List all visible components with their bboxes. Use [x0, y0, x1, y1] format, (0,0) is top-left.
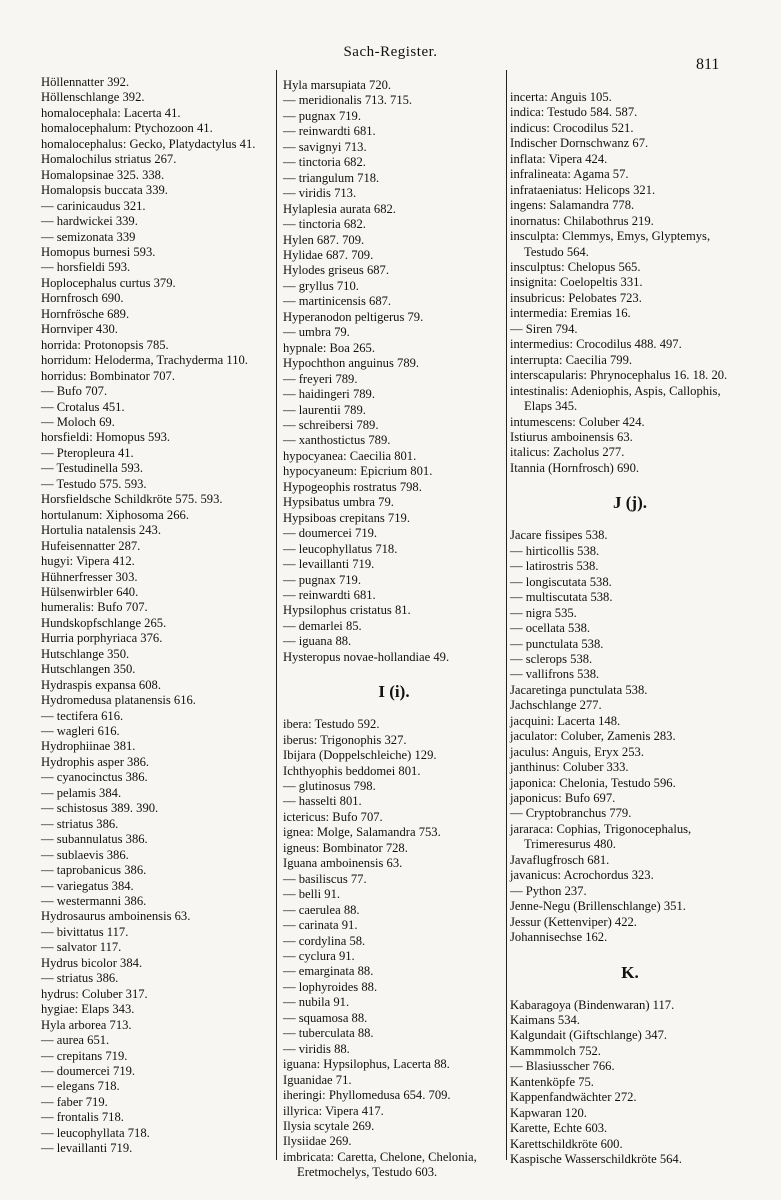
index-entry: Höllennatter 392.	[41, 75, 130, 89]
index-entry: — variegatus 384.	[41, 878, 134, 893]
index-entry: — glutinosus 798.	[283, 779, 376, 794]
index-entry: Kammmolch 752.	[510, 1043, 601, 1058]
index-entry: Hypsibatus umbra 79.	[283, 495, 394, 510]
index-entry: iheringi: Phyllomedusa 654. 709.	[283, 1088, 451, 1103]
index-entry: indica: Testudo 584. 587.	[510, 105, 638, 120]
index-entry: Hydrus bicolor 384.	[41, 955, 143, 970]
index-entry: — hasselti 801.	[283, 794, 362, 809]
index-entry: janthinus: Coluber 333.	[510, 760, 629, 775]
page-header: Sach-Register.	[343, 44, 438, 60]
column-3-part-a	[510, 90, 750, 476]
index-entry: — striatus 386.	[41, 971, 119, 986]
index-entry: Hydrophiinae 381.	[41, 739, 136, 754]
index-entry: — cyclura 91.	[283, 949, 355, 964]
index-entry: — nigra 535.	[510, 605, 577, 620]
index-entry: — carinata 91.	[283, 918, 358, 933]
index-entry: — schreibersi 789.	[283, 417, 379, 432]
index-entry: Homalochilus striatus 267.	[41, 152, 177, 167]
index-entry: horrida: Protonopsis 785.	[41, 337, 169, 352]
index-entry: Hypogeophis rostratus 798.	[283, 479, 422, 494]
index-entry: homalocephalus: Gecko, Platydactylus 41.	[41, 136, 256, 151]
index-entry: Hylodes griseus 687.	[283, 263, 389, 278]
index-entry: Hundskopfschlange 265.	[41, 615, 167, 630]
index-entry: indicus: Crocodilus 521.	[510, 120, 634, 135]
index-entry: — tinctoria 682.	[283, 155, 366, 170]
index-entry: Javaflugfrosch 681.	[510, 852, 610, 867]
index-entry: Hypochthon anguinus 789.	[283, 356, 420, 371]
index-entry: hugyi: Vipera 412.	[41, 554, 135, 569]
index-entry: hypnale: Boa 265.	[283, 340, 375, 355]
index-entry: — belli 91.	[283, 887, 341, 902]
index-entry: — demarlei 85.	[283, 618, 362, 633]
index-entry: — crepitans 719.	[41, 1048, 128, 1063]
index-entry: Hylaplesia aurata 682.	[283, 201, 396, 216]
index-entry: — horsfieldi 593.	[41, 260, 131, 275]
index-entry: Höllenschlange 392.	[41, 90, 145, 105]
index-entry: ictericus: Bufo 707.	[283, 809, 383, 824]
index-entry: Hyla arborea 713.	[41, 1017, 132, 1032]
index-entry: Ilysiidae 269.	[283, 1134, 352, 1149]
section-heading-k: K.	[621, 962, 639, 982]
index-entry: jacquini: Lacerta 148.	[510, 713, 621, 728]
index-entry: Hyla marsupiata 720.	[283, 78, 392, 92]
index-entry: — ocellata 538.	[510, 621, 591, 636]
index-entry: Hortulia natalensis 243.	[41, 523, 161, 538]
index-entry: Kapwaran 120.	[510, 1105, 587, 1120]
index-entry: interrupta: Caecilia 799.	[510, 352, 633, 367]
index-entry: — squamosa 88.	[283, 1010, 368, 1025]
index-entry: hypocyanea: Caecilia 801.	[283, 448, 417, 463]
index-entry: — doumercei 719.	[41, 1064, 136, 1078]
index-entry: insculptus: Chelopus 565.	[510, 259, 641, 274]
index-entry: — savignyi 713.	[283, 139, 367, 154]
index-entry: Hypsilophus cristatus 81.	[283, 603, 411, 618]
index-entry: Jacaretinga punctulata 538.	[510, 682, 648, 697]
index-entry: intermedia: Eremias 16.	[510, 306, 631, 321]
index-entry: — meridionalis 713. 715.	[283, 93, 413, 108]
index-entry: Jessur (Kettenviper) 422.	[510, 914, 637, 929]
index-entry: — Crotalus 451.	[41, 399, 125, 414]
index-entry: — wagleri 616.	[41, 724, 120, 739]
index-entry: Hornviper 430.	[41, 322, 118, 337]
index-entry: — bivittatus 117.	[41, 924, 129, 939]
index-entry: inflata: Vipera 424.	[510, 151, 608, 166]
index-entry: — caerulea 88.	[283, 902, 360, 917]
index-entry: Istiurus amboinensis 63.	[510, 429, 633, 444]
index-entry: interscapularis: Phrynocephalus 16. 18. 20.	[510, 368, 728, 383]
index-entry: — punctulata 538.	[510, 636, 604, 651]
index-entry: — pelamis 384.	[41, 785, 122, 800]
index-entry: — Siren 794.	[510, 321, 578, 336]
index-entry: insignita: Coelopeltis 331.	[510, 275, 643, 290]
index-entry: — Testudinella 593.	[41, 461, 144, 476]
index-entry: — pugnax 719.	[283, 108, 362, 123]
index-entry: — martinicensis 687.	[283, 294, 392, 309]
index-entry: Ibijara (Doppelschleiche) 129.	[283, 748, 437, 763]
index-entry: — reinwardti 681.	[283, 587, 376, 602]
index-entry: Ilysia scytale 269.	[283, 1119, 375, 1133]
index-entry: Kabaragoya (Bindenwaran) 117.	[510, 997, 675, 1012]
index-entry: intumescens: Coluber 424.	[510, 414, 645, 429]
index-entry: — multiscutata 538.	[510, 590, 613, 605]
index-entry: Hurria porphyriaca 376.	[41, 631, 163, 646]
index-entry: javanicus: Acrochordus 323.	[510, 868, 654, 883]
index-entry: jararaca: Cophias, Trigonocephalus, Trimeresurus 480.	[510, 821, 692, 852]
index-entry: iberus: Trigonophis 327.	[283, 732, 407, 747]
index-entry: — Blasiusscher 766.	[510, 1059, 615, 1074]
index-entry: horridum: Heloderma, Trachyderma 110.	[41, 353, 248, 368]
index-entry: Kantenköpfe 75.	[510, 1074, 594, 1089]
index-entry: Kaimans 534.	[510, 1013, 580, 1028]
index-entry: — doumercei 719.	[283, 526, 378, 541]
index-entry: — salvator 117.	[41, 940, 122, 955]
index-entry: Johannisechse 162.	[510, 930, 608, 945]
index-entry: — viridis 88.	[283, 1041, 350, 1056]
index-entry: — basiliscus 77.	[283, 871, 367, 886]
index-entry: Hydrophis asper 386.	[41, 754, 150, 769]
index-entry: Homalopsis buccata 339.	[41, 183, 168, 198]
index-entry: Iguanidae 71.	[283, 1072, 352, 1087]
column-divider-2	[506, 70, 507, 1160]
index-entry: Hypsiboas crepitans 719.	[283, 510, 410, 525]
index-entry: ignea: Molge, Salamandra 753.	[283, 825, 441, 840]
index-entry: Karette, Echte 603.	[510, 1121, 608, 1136]
index-entry: — Python 237.	[510, 883, 587, 898]
index-entry: jaculator: Coluber, Zamenis 283.	[510, 729, 676, 744]
column-3-part-c	[510, 998, 750, 1168]
index-entry: — semizonata 339	[41, 229, 136, 244]
index-entry: — striatus 386.	[41, 816, 119, 831]
index-entry: — latirostris 538.	[510, 559, 599, 574]
index-entry: Iguana amboinensis 63.	[283, 856, 403, 871]
column-3	[510, 90, 750, 1168]
index-entry: infralineata: Agama 57.	[510, 167, 629, 182]
index-entry: Kappenfandwächter 272.	[510, 1090, 637, 1105]
index-entry: hydrus: Coluber 317.	[41, 986, 148, 1001]
index-entry: — viridis 713.	[283, 186, 357, 201]
index-entry: — xanthostictus 789.	[283, 433, 391, 448]
index-entry: Hyperanodon peltigerus 79.	[283, 309, 424, 324]
index-entry: Hühnerfresser 303.	[41, 569, 138, 584]
index-entry: — Testudo 575. 593.	[41, 476, 147, 491]
index-entry: — levaillanti 719.	[283, 557, 375, 572]
index-entry: Horsfieldsche Schildkröte 575. 593.	[41, 492, 223, 507]
index-entry: — Moloch 69.	[41, 414, 115, 429]
index-entry: Hufeisennatter 287.	[41, 538, 141, 553]
index-entry: — taprobanicus 386.	[41, 863, 147, 878]
column-divider-1	[276, 70, 277, 1160]
column-3-part-b	[510, 528, 750, 945]
index-entry: — frontalis 718.	[41, 1110, 124, 1125]
index-entry: Hylidae 687. 709.	[283, 247, 374, 262]
index-entry: — subannulatus 386.	[41, 832, 148, 847]
index-entry: — Pteropleura 41.	[41, 445, 134, 460]
index-entry: — tuberculata 88.	[283, 1026, 374, 1041]
index-entry: — longiscutata 538.	[510, 574, 612, 589]
index-entry: jaculus: Anguis, Eryx 253.	[510, 744, 644, 759]
index-entry: — leucophyllata 718.	[41, 1125, 150, 1140]
index-entry: Hysteropus novae-hollandiae 49.	[283, 649, 450, 664]
index-entry: hygiae: Elaps 343.	[41, 1002, 135, 1017]
index-entry: — hirticollis 538.	[510, 543, 600, 558]
column-2-part-a	[283, 78, 505, 665]
index-entry: horsfieldi: Homopus 593.	[41, 430, 171, 445]
index-entry: — sublaevis 386.	[41, 847, 129, 862]
index-entry: Karettschildkröte 600.	[510, 1136, 623, 1151]
index-entry: illyrica: Vipera 417.	[283, 1103, 384, 1118]
index-entry: hortulanum: Xiphosoma 266.	[41, 507, 189, 522]
index-entry: Hutschlange 350.	[41, 646, 130, 661]
index-entry: horridus: Bombinator 707.	[41, 368, 175, 383]
index-entry: — aurea 651.	[41, 1033, 110, 1048]
section-heading-j: J (j).	[613, 493, 647, 513]
index-entry: — elegans 718.	[41, 1079, 120, 1094]
index-entry: japonica: Chelonia, Testudo 596.	[510, 775, 676, 790]
index-entry: — cyanocinctus 386.	[41, 770, 148, 785]
index-entry: igneus: Bombinator 728.	[283, 840, 408, 855]
index-entry: iguana: Hypsilophus, Lacerta 88.	[283, 1057, 450, 1072]
index-entry: humeralis: Bufo 707.	[41, 600, 148, 615]
index-entry: Hydromedusa platanensis 616.	[41, 693, 196, 708]
index-entry: Indischer Dornschwanz 67.	[510, 136, 649, 151]
index-entry: Jacare fissipes 538.	[510, 528, 608, 543]
index-entry: Hutschlangen 350.	[41, 662, 136, 677]
index-entry: Hylen 687. 709.	[283, 232, 365, 247]
index-entry: — levaillanti 719.	[41, 1141, 133, 1156]
index-entry: — iguana 88.	[283, 634, 352, 649]
index-entry: Ichthyophis beddomei 801.	[283, 763, 421, 778]
index-entry: Jachschlange 277.	[510, 698, 602, 713]
index-entry: — hardwickei 339.	[41, 214, 138, 229]
index-entry: intermedius: Crocodilus 488. 497.	[510, 337, 682, 352]
index-entry: Kaspische Wasserschildkröte 564.	[510, 1152, 682, 1167]
index-entry: Hydraspis expansa 608.	[41, 677, 161, 692]
index-entry: — tectifera 616.	[41, 708, 124, 723]
index-entry: — triangulum 718.	[283, 170, 380, 185]
column-2	[283, 78, 505, 1181]
index-entry: — laurentii 789.	[283, 402, 366, 417]
index-entry: — vallifrons 538.	[510, 667, 600, 682]
index-entry: — westermanni 386.	[41, 894, 147, 909]
index-entry: Hornfrösche 689.	[41, 306, 130, 321]
index-entry: Hoplocephalus curtus 379.	[41, 275, 176, 290]
index-entry: Hornfrosch 690.	[41, 291, 124, 306]
index-entry: Jenne-Negu (Brillenschlange) 351.	[510, 899, 686, 914]
index-entry: italicus: Zacholus 277.	[510, 445, 625, 460]
index-entry: homalocephalum: Ptychozoon 41.	[41, 121, 213, 136]
index-entry: hypocyaneum: Epicrium 801.	[283, 464, 433, 479]
index-entry: homalocephala: Lacerta 41.	[41, 105, 181, 120]
index-entry: — Cryptobranchus 779.	[510, 806, 632, 821]
page-number: 811	[696, 56, 720, 73]
index-entry: Itannia (Hornfrosch) 690.	[510, 460, 640, 475]
index-entry: ingens: Salamandra 778.	[510, 198, 635, 213]
index-entry: ibera: Testudo 592.	[283, 717, 380, 732]
index-entry: — gryllus 710.	[283, 278, 359, 293]
index-entry: — Bufo 707.	[41, 384, 108, 399]
index-entry: — emarginata 88.	[283, 964, 374, 979]
index-entry: — lophyroides 88.	[283, 979, 378, 994]
index-entry: inornatus: Chilabothrus 219.	[510, 213, 654, 228]
index-entry: infrataeniatus: Helicops 321.	[510, 182, 656, 197]
index-entry: — faber 719.	[41, 1094, 108, 1109]
index-entry: — schistosus 389. 390.	[41, 801, 159, 816]
index-entry: imbricata: Caretta, Chelone, Chelonia, Eretmochelys, Testudo 603.	[283, 1149, 477, 1180]
index-entry: — sclerops 538.	[510, 651, 593, 666]
index-entry: — carinicaudus 321.	[41, 198, 146, 213]
index-entry: Hülsenwirbler 640.	[41, 584, 139, 599]
index-entry: — nubila 91.	[283, 995, 350, 1010]
index-entry: Hydrosaurus amboinensis 63.	[41, 909, 191, 924]
column-1	[41, 75, 269, 1157]
index-entry: — umbra 79.	[283, 325, 350, 340]
index-entry: — haidingeri 789.	[283, 387, 375, 402]
index-entry: — cordylina 58.	[283, 933, 366, 948]
index-entry: insculpta: Clemmys, Emys, Glyptemys, Testudo 564.	[510, 229, 711, 259]
index-entry: — pugnax 719.	[283, 572, 362, 587]
index-entry: japonicus: Bufo 697.	[510, 791, 616, 806]
index-entry: Homalopsinae 325. 338.	[41, 167, 165, 182]
index-entry: — freyeri 789.	[283, 371, 358, 386]
index-entry: insubricus: Pelobates 723.	[510, 290, 642, 305]
index-entry: Kalgundait (Giftschlange) 347.	[510, 1028, 668, 1043]
index-entry: incerta: Anguis 105.	[510, 90, 612, 104]
index-entry: — reinwardti 681.	[283, 124, 376, 139]
index-entry: — leucophyllatus 718.	[283, 541, 398, 556]
index-entry: Homopus burnesi 593.	[41, 244, 156, 259]
index-entry: — tinctoria 682.	[283, 217, 366, 232]
column-2-part-b	[283, 717, 505, 1181]
section-heading-i: I (i).	[378, 682, 410, 702]
index-entry: intestinalis: Adeniophis, Aspis, Callophis, Elaps 345.	[510, 383, 721, 414]
